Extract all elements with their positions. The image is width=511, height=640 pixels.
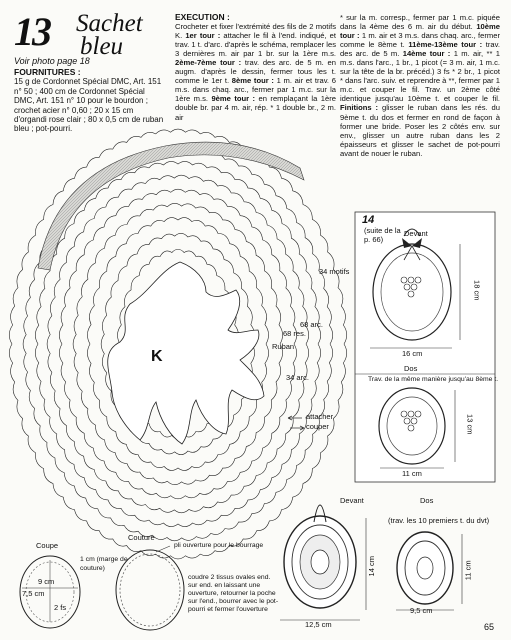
round9-text: en remplaçant la 1ère double br. par 4 m. air, rép. * 1 double br., 2 m. air xyxy=(175,94,336,122)
title-line-1: Sachet xyxy=(76,10,143,37)
pattern-number: 13 xyxy=(14,9,50,54)
materials-text: 15 g de Cordonnet Spécial DMC, Art. 151 n° 50 ; 400 cm de Cordonnet Spécial DMC, Art. 151 n° 10 pour le bourdon ; crochet acier n° 0,60 ; 20 x 15 cm d'organdi rose clair ; 80 x 0,5 cm de ruban bleu ; pot-pourri. xyxy=(14,77,164,134)
round8-label: 8ème tour : xyxy=(231,76,274,86)
round9-continued: * sur la m. corresp., fermer par 1 m.c. piquée dans la 4ème des 6 m. air du début. xyxy=(340,13,500,32)
coupe-dim-3: 2 fs xyxy=(54,603,67,612)
round9-label: 9ème tour : xyxy=(211,94,256,104)
coupe-title: Coupe xyxy=(36,541,59,550)
panel-number-14: 14 xyxy=(362,214,375,226)
round8-text: 1 m. air et trav. 6 m.s. dans chaq. arc., fermer par 1 m.c. sur la 1ère m.s. xyxy=(175,76,336,104)
finishing-label: Finitions : xyxy=(340,103,379,113)
photo-reference: Voir photo page 18 xyxy=(14,56,90,66)
panel-continued-note: (suite de la p. 66) xyxy=(364,226,401,244)
coupe-dim-1: 9 cm xyxy=(38,577,55,586)
coupe-dim-2: 7,5 cm xyxy=(22,589,45,598)
finishing-text: glisser le ruban dans les rés. du 9ème t. du dos et fermer en rond de façon à former une bride. Poser les 2 côtés env. sur env., glisser un autre ruban dans les 2 épaisseurs et glisser le sachet de pot-pourri avant de nouer le ruban. xyxy=(340,103,500,158)
label-68-arcs: 68 arc. xyxy=(300,320,323,329)
motif-k-letter: K xyxy=(151,348,163,365)
round1-text: attacher le fil à l'end. indiqué, et trav. 1 t. d'arc. d'après le schéma, remplacer les 3 dernières m. air par 1 br. sur la 1ère m.s. xyxy=(175,31,336,59)
title-line-2: bleu xyxy=(80,33,124,60)
devant-height: 18 cm xyxy=(472,280,482,301)
round2-7-label: 2ème-7ème tour : xyxy=(175,58,242,68)
round11-13-text: trav. des arc. de 5 m. xyxy=(340,40,500,59)
bottom-devant-title: Devant xyxy=(340,496,364,505)
dos-width: 11 cm xyxy=(402,469,422,478)
label-34-motifs: 34 motifs xyxy=(319,267,350,276)
round10-label: 10ème tour : xyxy=(340,22,500,41)
materials-heading: FOURNITURES : xyxy=(14,67,81,77)
bottom-dos-note: (trav. les 10 premiers t. du dvt) xyxy=(388,516,490,525)
label-ribbon: Ruban xyxy=(272,342,295,351)
round10-text: 1 m. air et 3 m.s. dans chaq. arc., fermer comme le 8ème t. xyxy=(340,31,500,50)
execution-heading: EXECUTION : xyxy=(175,12,230,22)
round2-7-text: trav. des arc. de 5 m. en augm. d'après le dessin, fermer tous les t. comme le 1er t. xyxy=(175,58,336,86)
couture-fold-note: pli ouverture pour le bourrage xyxy=(174,542,264,549)
legend-attach: attacher xyxy=(306,412,334,421)
bottom-devant-height: 14 cm xyxy=(366,556,376,577)
label-34-arcs: 34 arc. xyxy=(286,373,309,382)
dos-note: Trav. de la même manière jusqu'au 8ème t. xyxy=(368,376,499,383)
round1-label: 1er tour : xyxy=(185,31,221,41)
round11-13-label: 11ème-13ème tour : xyxy=(408,40,483,50)
devant-title: Devant xyxy=(404,229,428,238)
couture-instruction: coudre 2 tissus ovales end. sur end. en laissant une ouverture, retourner la poche sur l'end., bourrer avec le pot-pourri et fermer l'ouverture xyxy=(188,574,279,613)
legend-cut: couper xyxy=(306,422,329,431)
bottom-dos-width: 9,5 cm xyxy=(410,606,433,615)
dos-height: 13 cm xyxy=(465,414,475,435)
label-68-res: 68 res. xyxy=(283,329,306,338)
coupe-margin: 1 cm (marge de couture) xyxy=(80,556,128,572)
bottom-dos-height: 11 cm xyxy=(463,560,473,581)
round14-label: 14ème tour : xyxy=(402,49,451,59)
round14-text: 1 m. air, ** 1 m.s. dans l'arc., 1 br., 1 picot (= 3 m. air, 1 m.c. sur la tête de la br. précéd.) 3 fs * 2 br., 1 picot * dans l'arc. suiv. et reprendre à **, fermer par 1 m.c. et couper le fil. Trav. un 2ème côté identique jusqu'au 10ème t. et couper le fil. xyxy=(340,49,501,104)
execution-intro: Crocheter et fixer l'extrémité des fils de 2 motifs K. xyxy=(175,22,336,41)
page-number: 65 xyxy=(484,622,495,632)
devant-width: 16 cm xyxy=(402,349,423,358)
couture-title: Couture xyxy=(128,533,155,542)
bottom-devant-width: 12,5 cm xyxy=(305,620,332,629)
dos-title: Dos xyxy=(404,364,418,373)
bottom-dos-title: Dos xyxy=(420,496,434,505)
